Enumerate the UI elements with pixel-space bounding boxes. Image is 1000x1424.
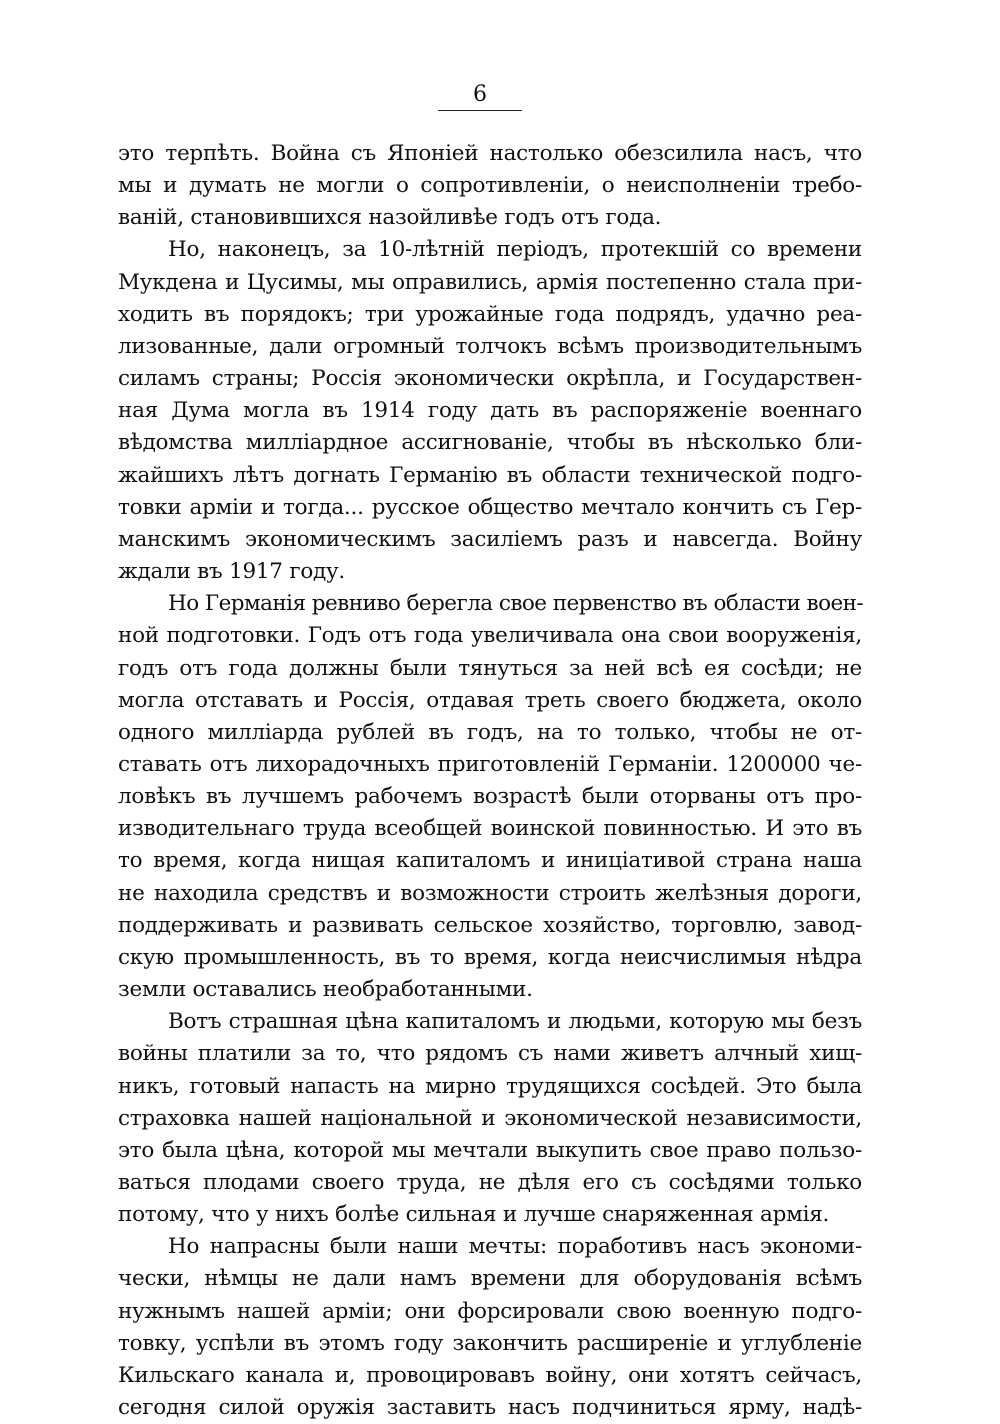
- text-line: годъ отъ года должны были тянуться за ней всѣ ея сосѣди; не: [118, 655, 862, 681]
- text-line: чески, нѣмцы не дали намъ времени для оборудованія всѣмъ: [118, 1266, 862, 1292]
- page-header: [438, 82, 522, 111]
- text-line: манскимъ экономическимъ засиліемъ разъ и навсегда. Войну: [118, 526, 862, 552]
- text-line: вѣдомства милліардное ассигнованіе, чтобы въ нѣсколько бли-: [118, 430, 862, 456]
- text-line: Но напрасны были наши мечты: поработивъ насъ экономи-: [168, 1234, 862, 1260]
- text-line: Кильскаго канала и, провоцировавъ войну, они хотятъ сейчасъ,: [118, 1362, 862, 1388]
- body-text: [118, 138, 862, 1424]
- header-rule: [438, 110, 522, 111]
- text-line: Вотъ страшная цѣна капиталомъ и людьми, которую мы безъ: [168, 1009, 862, 1035]
- page-number: 6: [473, 82, 487, 107]
- text-line: ваться плодами своего труда, не дѣля его съ сосѣдями только: [118, 1170, 862, 1195]
- text-line: товку, успѣли въ этомъ году закончить расширеніе и углубленіе: [118, 1330, 862, 1356]
- text-line: одного милліарда рублей въ годъ, на то только, чтобы не от-: [118, 719, 862, 745]
- text-line: лизованные, дали огромный толчокъ всѣмъ производительнымъ: [118, 333, 862, 359]
- text-line: Мукдена и Цусимы, мы оправились, армія постепенно стала при-: [118, 269, 862, 295]
- text-line: товки арміи и тогда... русское общество мечтало кончить съ Гер-: [118, 494, 862, 520]
- text-line: силамъ страны; Россія экономически окрѣпла, и Государствен-: [118, 366, 862, 392]
- text-line: изводительнаго труда всеобщей воинской повинностью. И это въ: [118, 816, 862, 842]
- text-line: страховка нашей національной и экономической независимости,: [118, 1105, 862, 1131]
- text-line: это была цѣна, которой мы мечтали выкупить свое право пользо-: [118, 1137, 862, 1163]
- text-line: ходить въ порядокъ; три урожайные года подрядъ, удачно реа-: [118, 301, 862, 327]
- text-line: не находила средствъ и возможности строить желѣзныя дороги,: [118, 880, 862, 906]
- text-line: ставать отъ лихорадочныхъ приготовленій Германіи. 1200000 че-: [118, 751, 862, 777]
- text-line: ной подготовки. Годъ отъ года увеличивала она свои вооруженія,: [118, 623, 862, 649]
- text-line: то время, когда нищая капиталомъ и иниціативой страна наша: [118, 848, 862, 874]
- text-line: ваній, становившихся назойливѣе годъ отъ года.: [118, 205, 662, 231]
- text-line: поддерживать и развивать сельское хозяйство, торговлю, завод-: [118, 912, 862, 938]
- text-line: никъ, готовый напасть на мирно трудящихся сосѣдей. Это была: [118, 1073, 862, 1099]
- text-line: жайшихъ лѣтъ догнать Германію въ области технической подго-: [118, 462, 862, 488]
- text-line: мы и думать не могли о сопротивленіи, о неисполненіи требо-: [118, 173, 862, 199]
- text-line: сегодня силой оружія заставить насъ подчиниться ярму, надѣ-: [118, 1395, 862, 1421]
- text-line: земли оставались необработанными.: [118, 977, 533, 1003]
- text-line: скую промышленность, въ то время, когда неисчислимыя нѣдра: [118, 944, 862, 970]
- text-line: ная Дума могла въ 1914 году дать въ распоряженіе военнаго: [118, 398, 862, 424]
- text-line: нужнымъ нашей арміи; они форсировали свою военную подго-: [118, 1298, 862, 1324]
- text-line: могла отставать и Россія, отдавая треть своего бюджета, около: [118, 687, 862, 713]
- text-line: ждали въ 1917 году.: [118, 559, 346, 585]
- text-line: ловѣкъ въ лучшемъ рабочемъ возрастѣ были оторваны отъ про-: [118, 784, 862, 810]
- text-line: войны платили за то, что рядомъ съ нами живетъ алчный хищ-: [118, 1041, 862, 1067]
- text-line: Но, наконецъ, за 10-лѣтній періодъ, протекшій со времени: [168, 237, 862, 263]
- text-line: это терпѣть. Война съ Японіей настолько обезсилила насъ, что: [118, 141, 862, 166]
- text-line: потому, что у нихъ болѣе сильная и лучше снаряженная армія.: [118, 1202, 830, 1228]
- text-line: Но Германія ревниво берегла свое первенство въ области воен-: [168, 591, 864, 617]
